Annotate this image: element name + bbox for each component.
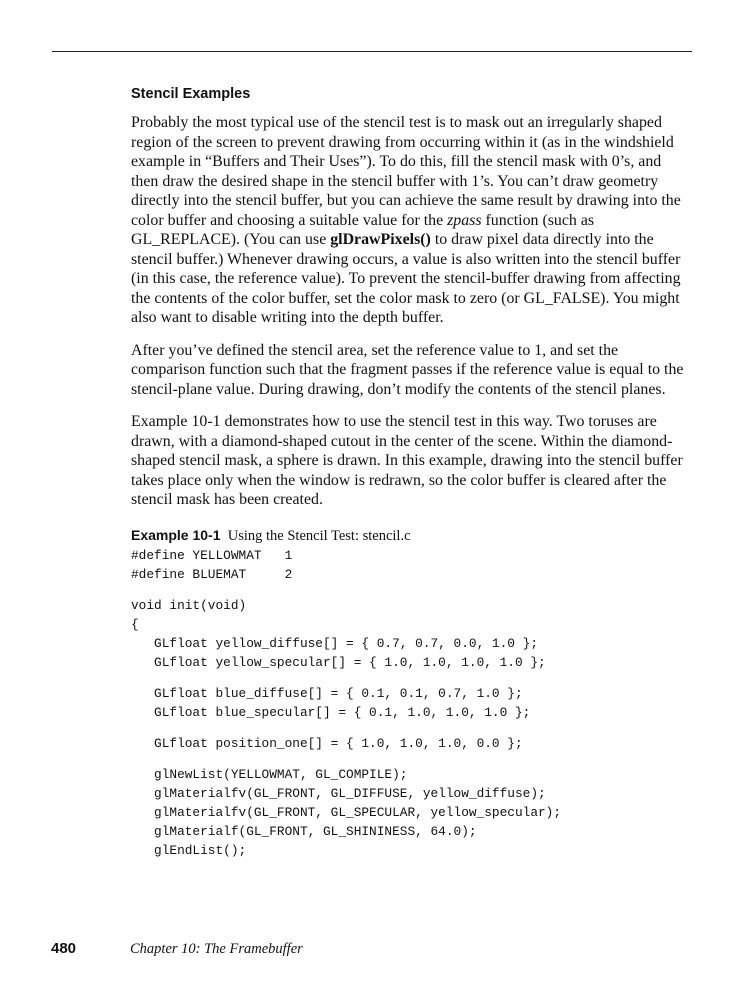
code-blank-line [131,753,691,765]
running-head: Chapter 10: The Framebuffer [130,941,303,957]
page-number: 480 [51,940,77,957]
paragraph-1-text-c: to draw pixel data directly into the stencil buffer.) Whenever drawing occurs, a value is also written into the stencil buffer (in this case, the reference value). To prevent the stencil-buffer drawing from affecting the contents of the color buffer, set the color mask to zero (or GL_FALSE). You might also want to disable writing into the depth buffer. [131,231,681,326]
code-line: GLfloat yellow_specular[] = { 1.0, 1.0, 1.0, 1.0 }; [131,654,546,670]
code-line: { [131,616,139,632]
page-footer [0,940,734,964]
code-blank-line [131,672,691,684]
code-line: GLfloat blue_diffuse[] = { 0.1, 0.1, 0.7, 1.0 }; [131,685,523,701]
paragraph-1-text-a: Probably the most typical use of the stencil test is to mask out an irregularly shaped region of the screen to prevent drawing from occurring within it (as in the windshield example in “Buffers and Their Uses”). To do this, fill the stencil mask with 0’s, and then draw the desired shape in the stencil buffer with 1’s. You can’t draw geometry directly into the stencil buffer, but you can achieve the same result by drawing into the color buffer and choosing a suitable value for the [131,114,681,229]
section-heading: Stencil Examples [131,86,251,102]
code-line: GLfloat blue_specular[] = { 0.1, 1.0, 1.0, 1.0 }; [131,704,531,720]
gldrawpixels-term: glDrawPixels() [330,231,431,248]
paragraph-2: After you’ve defined the stencil area, set the reference value to 1, and set the comparison function such that the fragment passes if the reference value is equal to the stencil-plane value. During drawing, don’t modify the contents of the stencil planes. [131,341,684,398]
code-line: #define YELLOWMAT 1 [131,547,293,563]
paragraph-1 [131,113,691,328]
header-rule [52,51,692,52]
code-line: glMaterialfv(GL_FRONT, GL_DIFFUSE, yellow_diffuse); [131,785,546,801]
code-listing [131,546,691,860]
code-line: GLfloat position_one[] = { 1.0, 1.0, 1.0, 0.0 }; [131,735,523,751]
code-blank-line [131,584,691,596]
code-line: glMaterialfv(GL_FRONT, GL_SPECULAR, yellow_specular); [131,804,562,820]
example-caption [131,526,691,546]
code-blank-line [131,722,691,734]
paragraph-1-text-b: function (such as GL_REPLACE). (You can use [131,211,595,248]
code-line: glEndList(); [131,842,247,858]
code-line: glMaterialf(GL_FRONT, GL_SHININESS, 64.0); [131,823,477,839]
example-label: Example 10-1 [131,526,221,543]
page-content [131,86,691,860]
example-title: Using the Stencil Test: stencil.c [227,527,411,544]
code-line: void init(void) [131,597,247,613]
paragraph-3: Example 10-1 demonstrates how to use the stencil test in this way. Two toruses are drawn, with a diamond-shaped cutout in the center of the scene. Within the diamond-shaped stencil mask, a sphere is drawn. In this example, drawing into the stencil buffer takes place only when the window is redrawn, so the color buffer is cleared after the stencil mask has been created. [131,413,683,508]
code-line: glNewList(YELLOWMAT, GL_COMPILE); [131,766,408,782]
code-line: #define BLUEMAT 2 [131,566,293,582]
zpass-term: zpass [447,211,482,229]
code-line: GLfloat yellow_diffuse[] = { 0.7, 0.7, 0.0, 1.0 }; [131,635,539,651]
